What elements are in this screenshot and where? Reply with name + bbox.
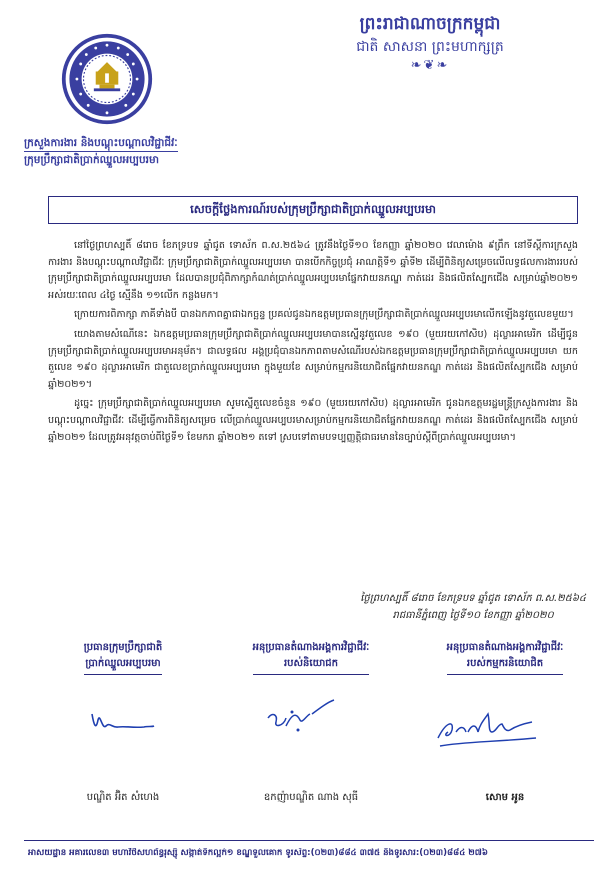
paragraph-2: ក្រោយការពិភាក្សា ភាគីទាំងបី បានឯកភាពគ្នាជាឯកច្ឆន្ទ ប្រគល់ជូនឯកឧត្តមប្រធានក្រុមប្រឹក្សាជាតិប្រាក់ឈ្នួលអប្បបរមាលើកឡើងនូវតួលេខមួយ។ bbox=[74, 309, 574, 321]
kingdom-title: ព្រះរាជាណាចក្រកម្ពុជា bbox=[359, 14, 501, 34]
signature-worker bbox=[432, 702, 542, 754]
national-motto: ជាតិ សាសនា ព្រះមហាក្សត្រ bbox=[356, 39, 504, 55]
signatory-chair bbox=[38, 640, 208, 675]
signatory-chair-role-2: ប្រាក់ឈ្នួលអប្បបរមា bbox=[85, 658, 161, 669]
solar-date: រាជធានីភ្នំពេញ ថ្ងៃទី១០ ខែកញ្ញា ឆ្នាំ២០២០ bbox=[392, 610, 554, 621]
lunar-date: ថ្ងៃព្រហស្បតិ៍ ៨រោច ខែភទ្របទ ឆ្នាំជូត ទោស័ក ព.ស.២៥៦៤ bbox=[360, 593, 586, 604]
document-title-box bbox=[48, 196, 578, 224]
signatory-worker-role-2: របស់កម្មករនិយោជិត bbox=[466, 658, 544, 669]
kingdom-header bbox=[300, 12, 560, 74]
signatory-employer-title bbox=[253, 640, 370, 675]
paragraph-4: ដូច្នេះ ក្រុមប្រឹក្សាជាតិប្រាក់ឈ្នួលអប្បបរមា សូមស្នើតួលេខចំនួន ១៩០ (មួយរយកៅសិប) ដុល្លារអាមេរិក ជូនឯកឧត្តមរដ្ឋមន្ត្រីក្រសួងការងារ និងបណ្តុះបណ្តាលវិជ្ជាជីវៈ ដើម្បីធ្វើការពិនិត្យសម្រេច លើប្រាក់ឈ្នួលអប្បបរមាសម្រាប់កម្មករនិយោជិតផ្នែកវាយនភណ្ឌ កាត់ដេរ និងផលិតស្បែកជើង សម្រាប់ឆ្នាំ២០២១ ដែលត្រូវអនុវត្តចាប់ពីថ្ងៃទី១ ខែមករា ឆ្នាំ២០២១ តទៅ ស្របទៅតាមបទប្បញ្ញត្តិជាធរមាននៃច្បាប់ស្តីពីប្រាក់ឈ្នួលអប្បបរមា។ bbox=[48, 398, 578, 443]
document-title: សេចក្តីថ្លែងការណ៍របស់ក្រុមប្រឹក្សាជាតិប្រាក់ឈ្នួលអប្បបរមា bbox=[190, 201, 436, 216]
paragraph-1: នៅថ្ងៃព្រហស្បតិ៍ ៨រោច ខែភទ្របទ ឆ្នាំជូត ទោស័ក ព.ស.២៥៦៤ ត្រូវនឹងថ្ងៃទី១០ ខែកញ្ញា ឆ្នាំ២០២០ វេលាម៉ោង ៩ព្រឹក នៅទីស្តីការក្រសួងការងារ និងបណ្តុះបណ្តាលវិជ្ជាជីវៈ ក្រុមប្រឹក្សាជាតិប្រាក់ឈ្នួលអប្បបរមា បានបើកកិច្ចប្រជុំ អាណត្តិទី១ ឆ្នាំទី២ ដើម្បីពិនិត្យសម្រេចលើលទ្ធផលការងាររបស់ក្រុមប្រឹក្សាជាតិប្រាក់ឈ្នួលអប្បបរមា ដែលបានប្រជុំពិភាក្សាកំណត់ប្រាក់ឈ្នួលអប្បបរមាផ្នែកវាយនភណ្ឌ កាត់ដេរ និងផលិតស្បែកជើង សម្រាប់ឆ្នាំ២០២១ អស់រយៈពេល ៤ថ្ងៃ ស្មើនឹង ១១លើក កន្លងមក។ bbox=[48, 240, 578, 301]
signature-employer bbox=[262, 696, 342, 740]
ministry-logo bbox=[60, 32, 154, 126]
signatory-worker bbox=[405, 640, 605, 675]
signatory-employer bbox=[216, 640, 406, 675]
footer-address: អាសយដ្ឋាន អគារលេខ៣ មហាវិថីសហព័ន្ធរុស្ស៊ី សង្កាត់ទឹកល្អក់១ ខណ្ឌទួលគោក ទូរស័ព្ទ:(០២៣)៨៨៤ ៣៧៥ និងទូរសារ:(០២៣)៨៨៤ ២៧៦ bbox=[28, 848, 488, 858]
signatory-chair-name: បណ្ឌិត អ៊ិត សំហេង bbox=[86, 792, 160, 803]
date-block bbox=[360, 590, 586, 624]
signatory-employer-role-2: របស់និយោជក bbox=[284, 658, 338, 669]
signatory-chair-title bbox=[84, 640, 162, 675]
document-body bbox=[48, 238, 578, 449]
signatory-employer-role-1: អនុប្រធានតំណាងអង្គការវិជ្ជាជីវៈ bbox=[252, 642, 370, 653]
signatory-employer-name: ឧកញ៉ាបណ្ឌិត ណាង សុធី bbox=[263, 792, 359, 803]
signatory-worker-role-1: អនុប្រធានតំណាងអង្គការវិជ្ជាជីវៈ bbox=[446, 642, 564, 653]
signature-chair bbox=[88, 708, 158, 738]
footer-divider bbox=[24, 840, 594, 841]
signatory-chair-role-1: ប្រធានក្រុមប្រឹក្សាជាតិ bbox=[83, 642, 163, 653]
paragraph-3: យោងតាមសំណើនេះ ឯកឧត្តមប្រធានក្រុមប្រឹក្សាជាតិប្រាក់ឈ្នួលអប្បបរមាបានស្នើនូវតួលេខ ១៩០ (មួយរយកៅសិប) ដុល្លារអាមេរិក ដើម្បីជូនក្រុមប្រឹក្សាជាតិប្រាក់ឈ្នួលអប្បបរមាអនុម័ត។ ជាលទ្ធផល អង្គប្រជុំបានឯកភាពតាមសំណើរបស់ឯកឧត្តមប្រធានក្រុមប្រឹក្សាជាតិប្រាក់ឈ្នួលអប្បបរមា យកតួលេខ ១៩០ ដុល្លារអាមេរិក ជាតួលេខប្រាក់ឈ្នួលអប្បបរមា ក្នុងមួយខែ សម្រាប់កម្មករនិយោជិតផ្នែកវាយនភណ្ឌ កាត់ដេរ និងផលិតស្បែកជើង សម្រាប់ឆ្នាំ២០២១។ bbox=[48, 328, 578, 390]
signatory-worker-title bbox=[447, 640, 564, 675]
ministry-line: ក្រសួងការងារ និងបណ្តុះបណ្តាលវិជ្ជាជីវៈ bbox=[24, 135, 178, 152]
ministry-name bbox=[24, 135, 178, 168]
council-line: ក្រុមប្រឹក្សាជាតិប្រាក់ឈ្នួលអប្បបរមា bbox=[24, 154, 159, 166]
signatory-worker-name: សោម អូន bbox=[485, 792, 525, 803]
ornament-divider: ❧❦❧ bbox=[410, 58, 450, 73]
